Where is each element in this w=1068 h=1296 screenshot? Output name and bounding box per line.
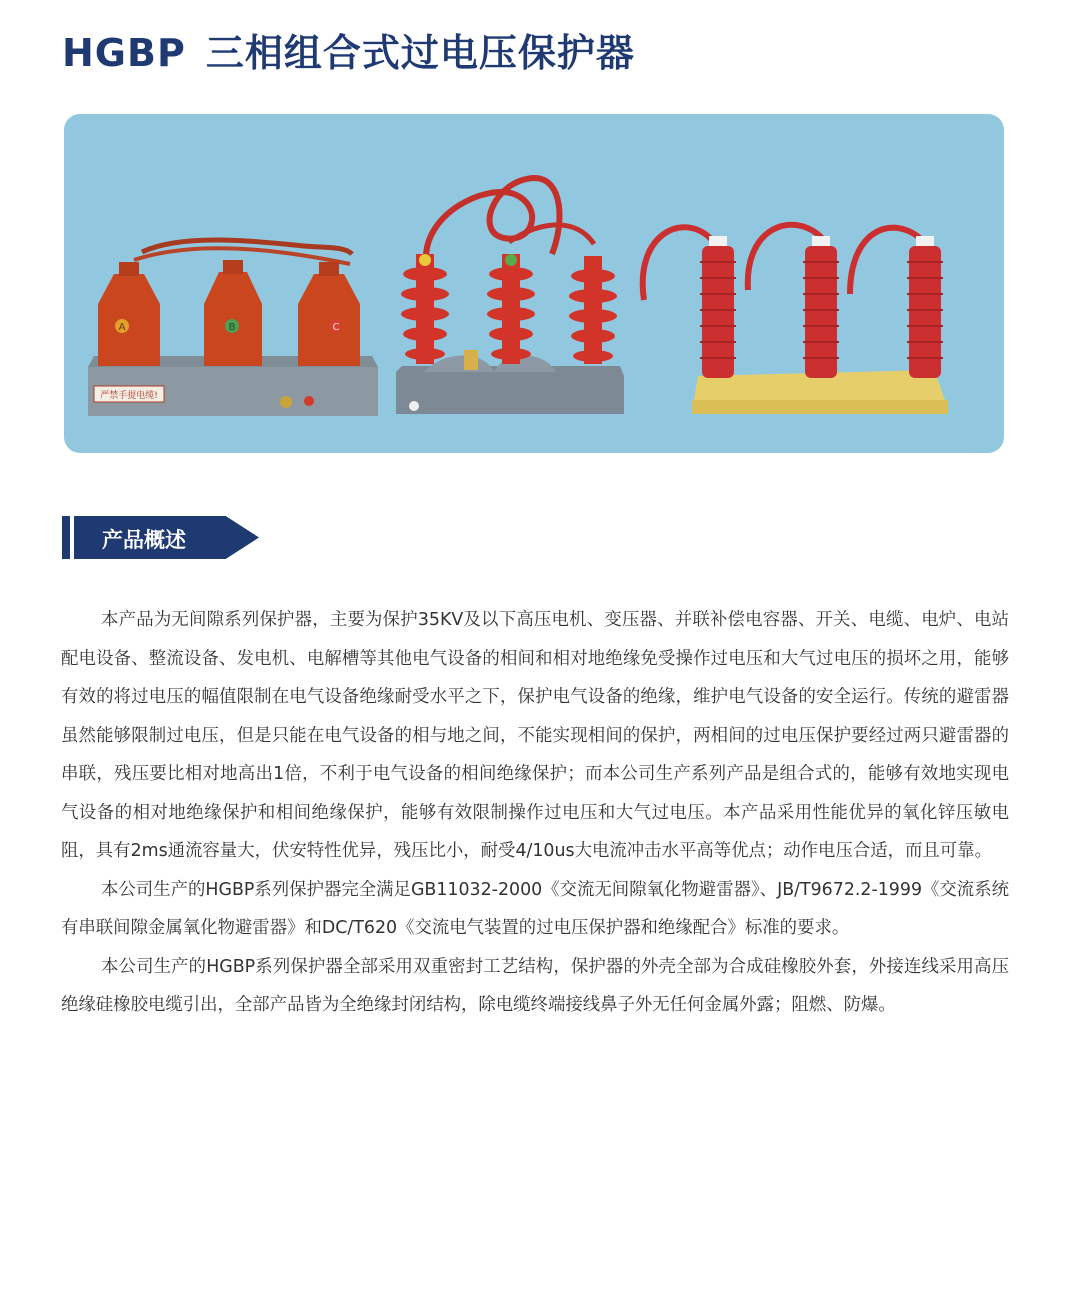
product-photo (64, 114, 1004, 453)
paragraph-2: 本公司生产的HGBP系列保护器完全满足GB11032-2000《交流无间隙氧化物避雷器》、JB/T9672.2-1999《交流系统有串联间隙金属氧化物避雷器》和DC/T620《交流电气装置的过电压保护器和绝缘配合》标准的要求。 (61, 879, 1009, 938)
section-heading-bar (62, 516, 70, 559)
paragraph-1: 本产品为无间隙系列保护器，主要为保护35KV及以下高压电机、变压器、并联补偿电容器、开关、电缆、电炉、电站配电设备、整流设备、发电机、电解槽等其他电气设备的相间和相对地绝缘免受操作过电压和大气过电压的损坏之用，能够有效的将过电压的幅值限制在电气设备绝缘耐受水平之下，保护电气设备的绝缘，维护电气设备的安全运行。传统的避雷器虽然能够限制过电压，但是只能在电气设备的相与地之间，不能实现相间的保护，两相间的过电压保护要经过两只避雷器的串联，残压要比相对地高出1倍，不利于电气设备的相间绝缘保护；而本公司生产系列产品是组合式的，能够有效地实现电气设备的相对地绝缘保护和相间绝缘保护，能够有效限制操作过电压和大气过电压。本产品采用性能优异的氧化锌压敏电阻，具有2ms通流容量大，伏安特性优异，残压比小，耐受4/10us大电流冲击水平高等优点；动作电压合适，而且可靠。 (61, 610, 1009, 861)
product-overview-text (61, 601, 1009, 1025)
product-1-compact-protector (88, 240, 378, 416)
housing-a (98, 274, 160, 366)
page-title (62, 22, 635, 77)
phase-label-c: C (332, 322, 340, 333)
paragraph-3: 本公司生产的HGBP系列保护器全部采用双重密封工艺结构，保护器的外壳全部为合成硅橡胶外套，外接连线采用高压绝缘硅橡胶电缆引出，全部产品皆为全绝缘封闭结构，除电缆终端接线鼻子外无任何金属外露；阻燃、防爆。 (61, 956, 1009, 1015)
phase-label-b: B (228, 322, 236, 333)
title-model: HGBP (62, 31, 186, 75)
housing-c (298, 274, 360, 366)
title-name: 三相组合式过电压保护器 (205, 31, 635, 75)
section-heading-label: 产品概述 (102, 528, 186, 552)
section-heading (62, 516, 262, 559)
warning-label-text: 严禁手提电缆! (100, 391, 158, 401)
phase-label-a: A (118, 322, 126, 333)
housing-b (204, 272, 262, 366)
